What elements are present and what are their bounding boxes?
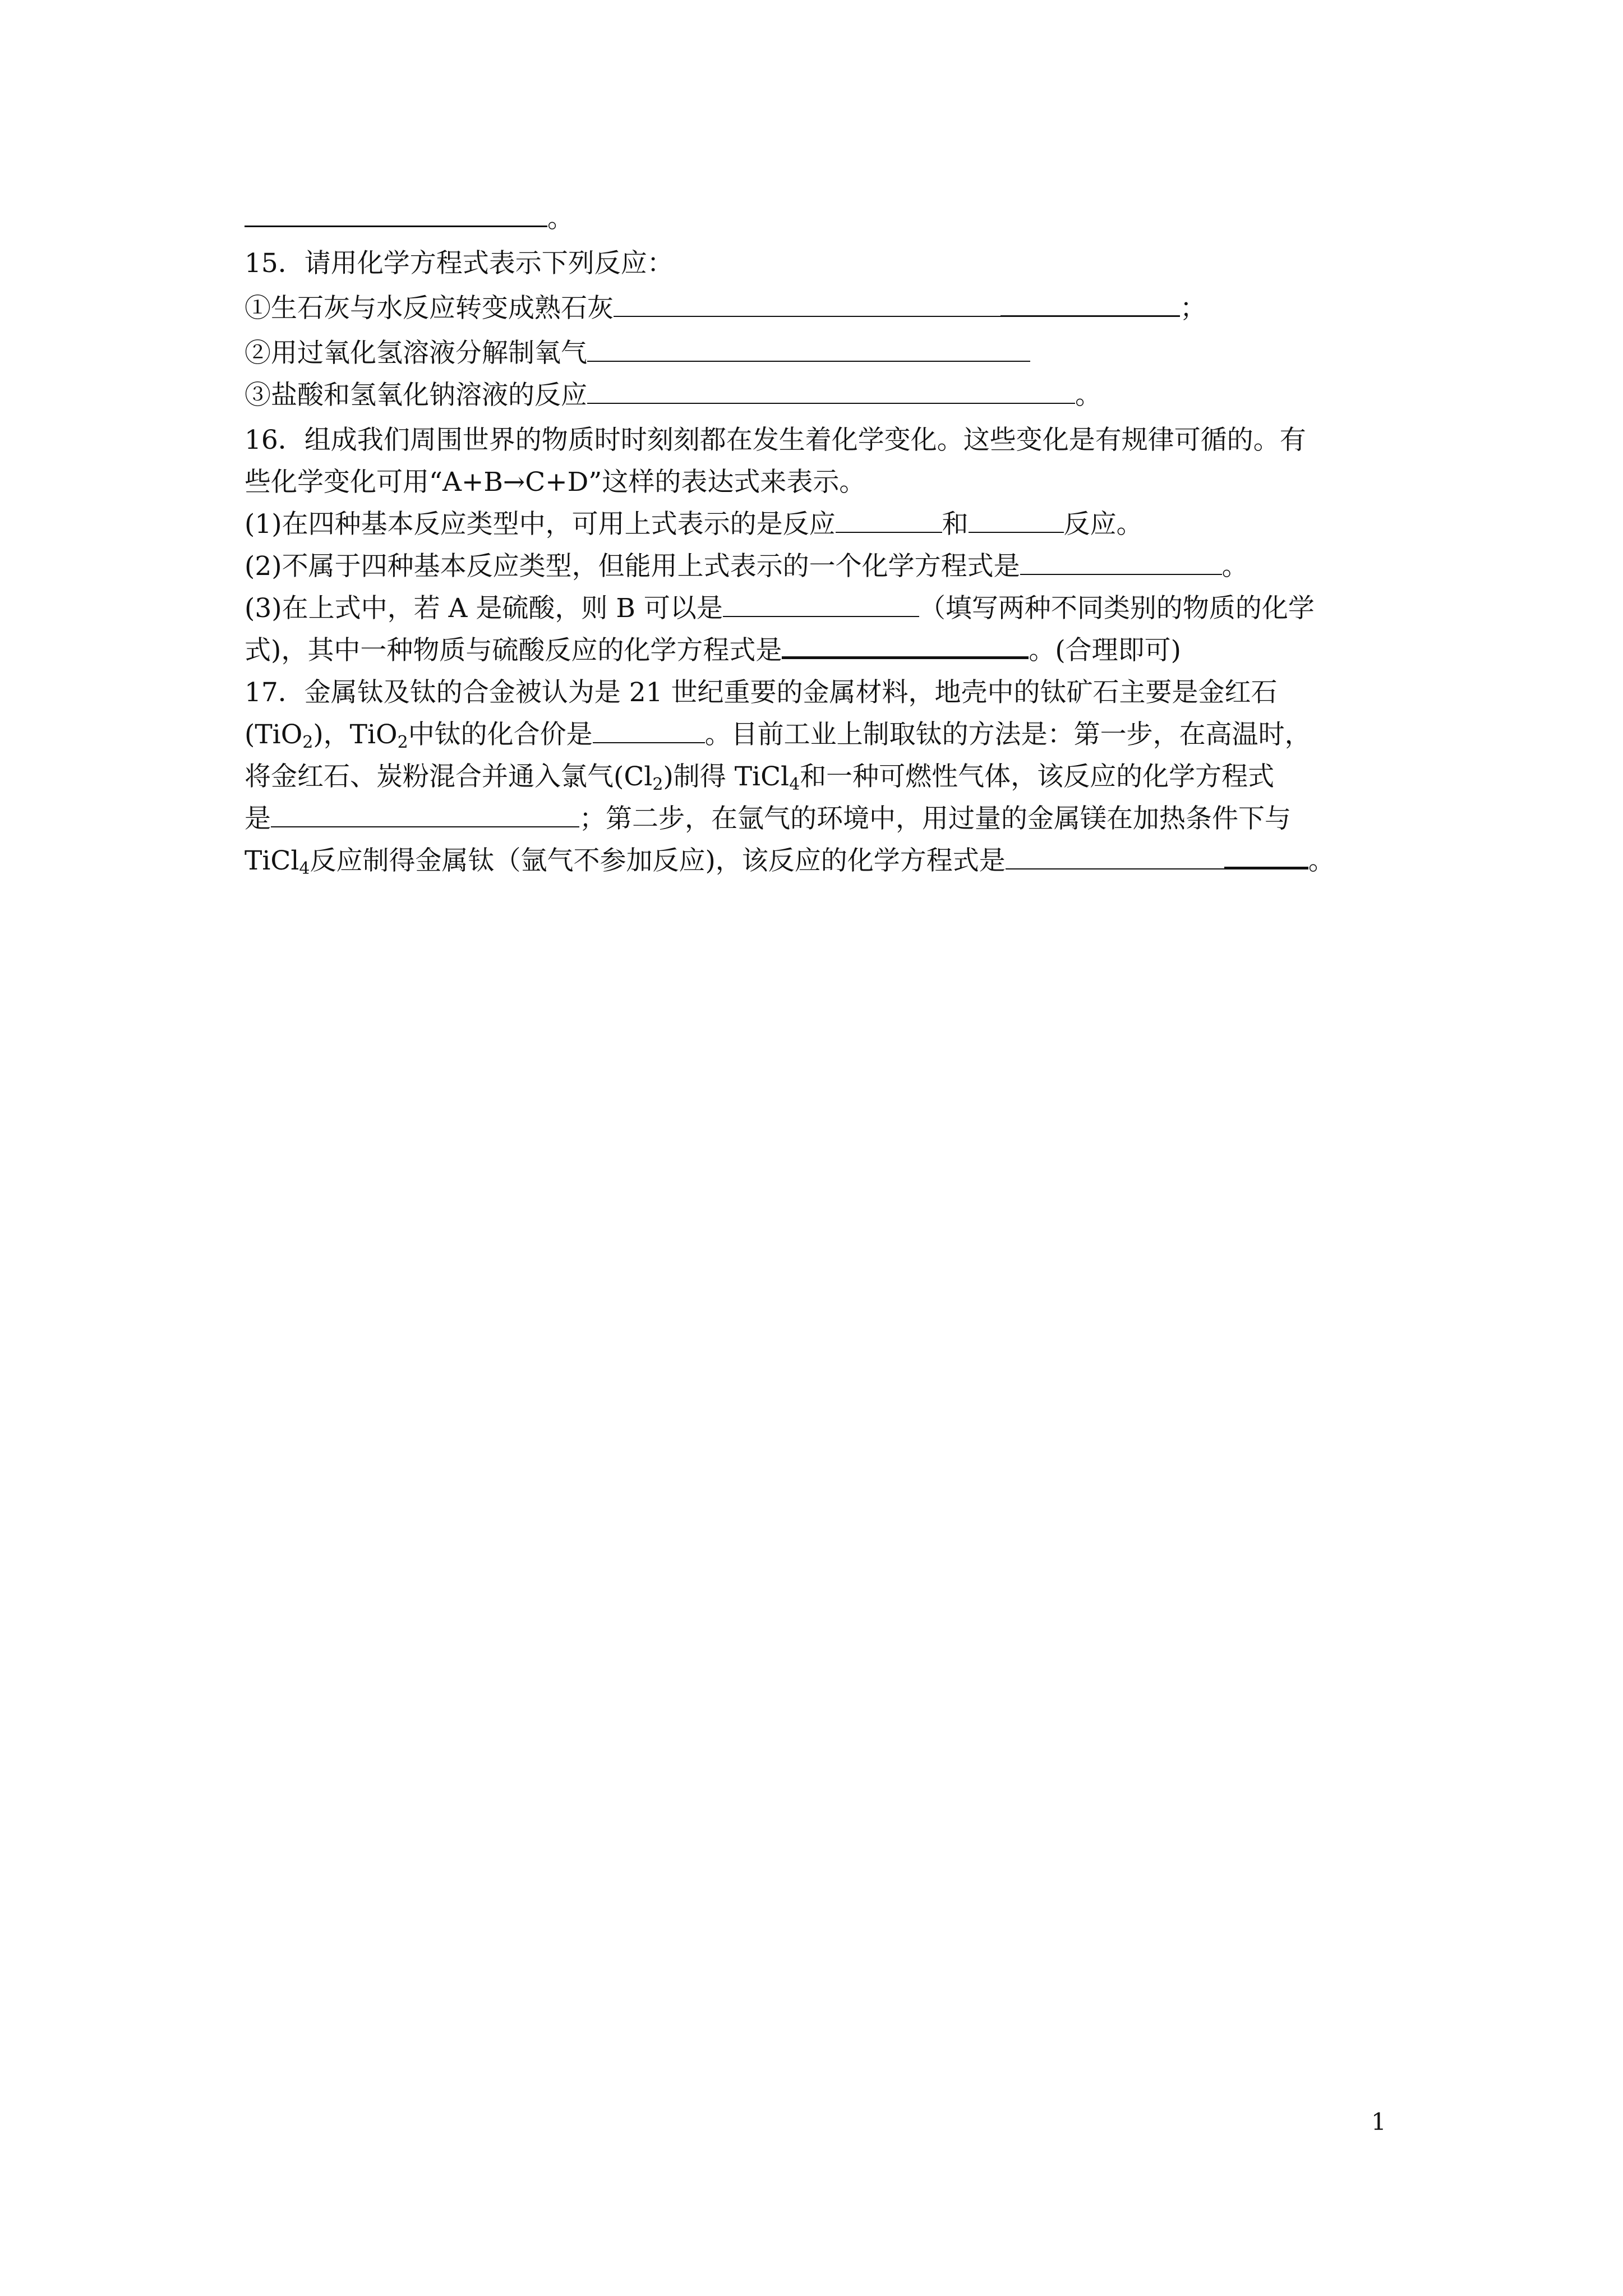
q17-line-4: 是 ；第二步，在氩气的环境中，用过量的金属镁在加热条件下与 <box>245 803 1291 834</box>
answer-blank[interactable] <box>1020 551 1222 575</box>
answer-blank[interactable] <box>723 593 919 617</box>
q16-sub-3: (3)在上式中，若 A 是硫酸，则 B 可以是 （填写两种不同类别的物质的化学 <box>245 593 1315 624</box>
q17-line-3: 将金红石、炭粉混合并通入氯气$(Cl_2)$制得 TiCl$_4$和一种可燃性气体，该反应的化学方程式 <box>245 761 1275 794</box>
q16-line-2: 些化学变化可用“A+B→C+D”这样的表达式来表示。 <box>245 467 866 498</box>
answer-blank[interactable] <box>836 509 942 533</box>
answer-blank[interactable] <box>1000 293 1180 317</box>
q16-sub-2: (2)不属于四种基本反应类型，但能用上式表示的一个化学方程式是 。 <box>245 551 1248 582</box>
q17-line-1: 17．金属钛及钛的合金被认为是 21 世纪重要的金属材料，地壳中的钛矿石主要是金红石 <box>245 677 1278 708</box>
answer-blank[interactable] <box>782 634 1029 659</box>
continuation-line: 。 <box>245 202 574 236</box>
answer-blank[interactable] <box>969 509 1064 533</box>
q15-item-2: ②用过氧化氢溶液分解制氧气 <box>245 337 1030 370</box>
q15-item-1: ①生石灰与水反应转变成熟石灰 ； <box>245 293 1206 324</box>
q16-line-1: 16．组成我们周围世界的物质时时刻刻都在发生着化学变化。这些变化是有规律可循的。有 <box>245 425 1306 455</box>
q17-line-5: TiCl$_4$反应制得金属钛（氩气不参加反应)，该反应的化学方程式是 。 <box>245 845 1335 878</box>
q17-line-2: (TiO$_2$)，TiO$_2$中钛的化合价是 。目前工业上制取钛的方法是：第一步，在高温时， <box>245 719 1311 752</box>
answer-blank[interactable] <box>271 804 579 827</box>
answer-blank[interactable] <box>1224 844 1308 869</box>
q16-sub-1: (1)在四种基本反应类型中，可用上式表示的是反应 和 反应。 <box>245 509 1143 540</box>
answer-blank[interactable] <box>587 338 1030 362</box>
q16-sub-3-cont: 式)，其中一种物质与硫酸反应的化学方程式是 。(合理即可) <box>245 635 1182 666</box>
answer-blank[interactable] <box>1006 846 1224 869</box>
answer-blank[interactable] <box>614 293 1000 317</box>
answer-blank[interactable] <box>593 720 705 743</box>
q15-item-3: ③盐酸和氢氧化钠溶液的反应 。 <box>245 380 1101 411</box>
answer-blank[interactable] <box>587 380 1075 404</box>
answer-blank[interactable] <box>245 203 547 227</box>
q15-title: 15．请用化学方程式表示下列反应： <box>245 248 674 279</box>
page-number: 1 <box>1371 2108 1386 2136</box>
